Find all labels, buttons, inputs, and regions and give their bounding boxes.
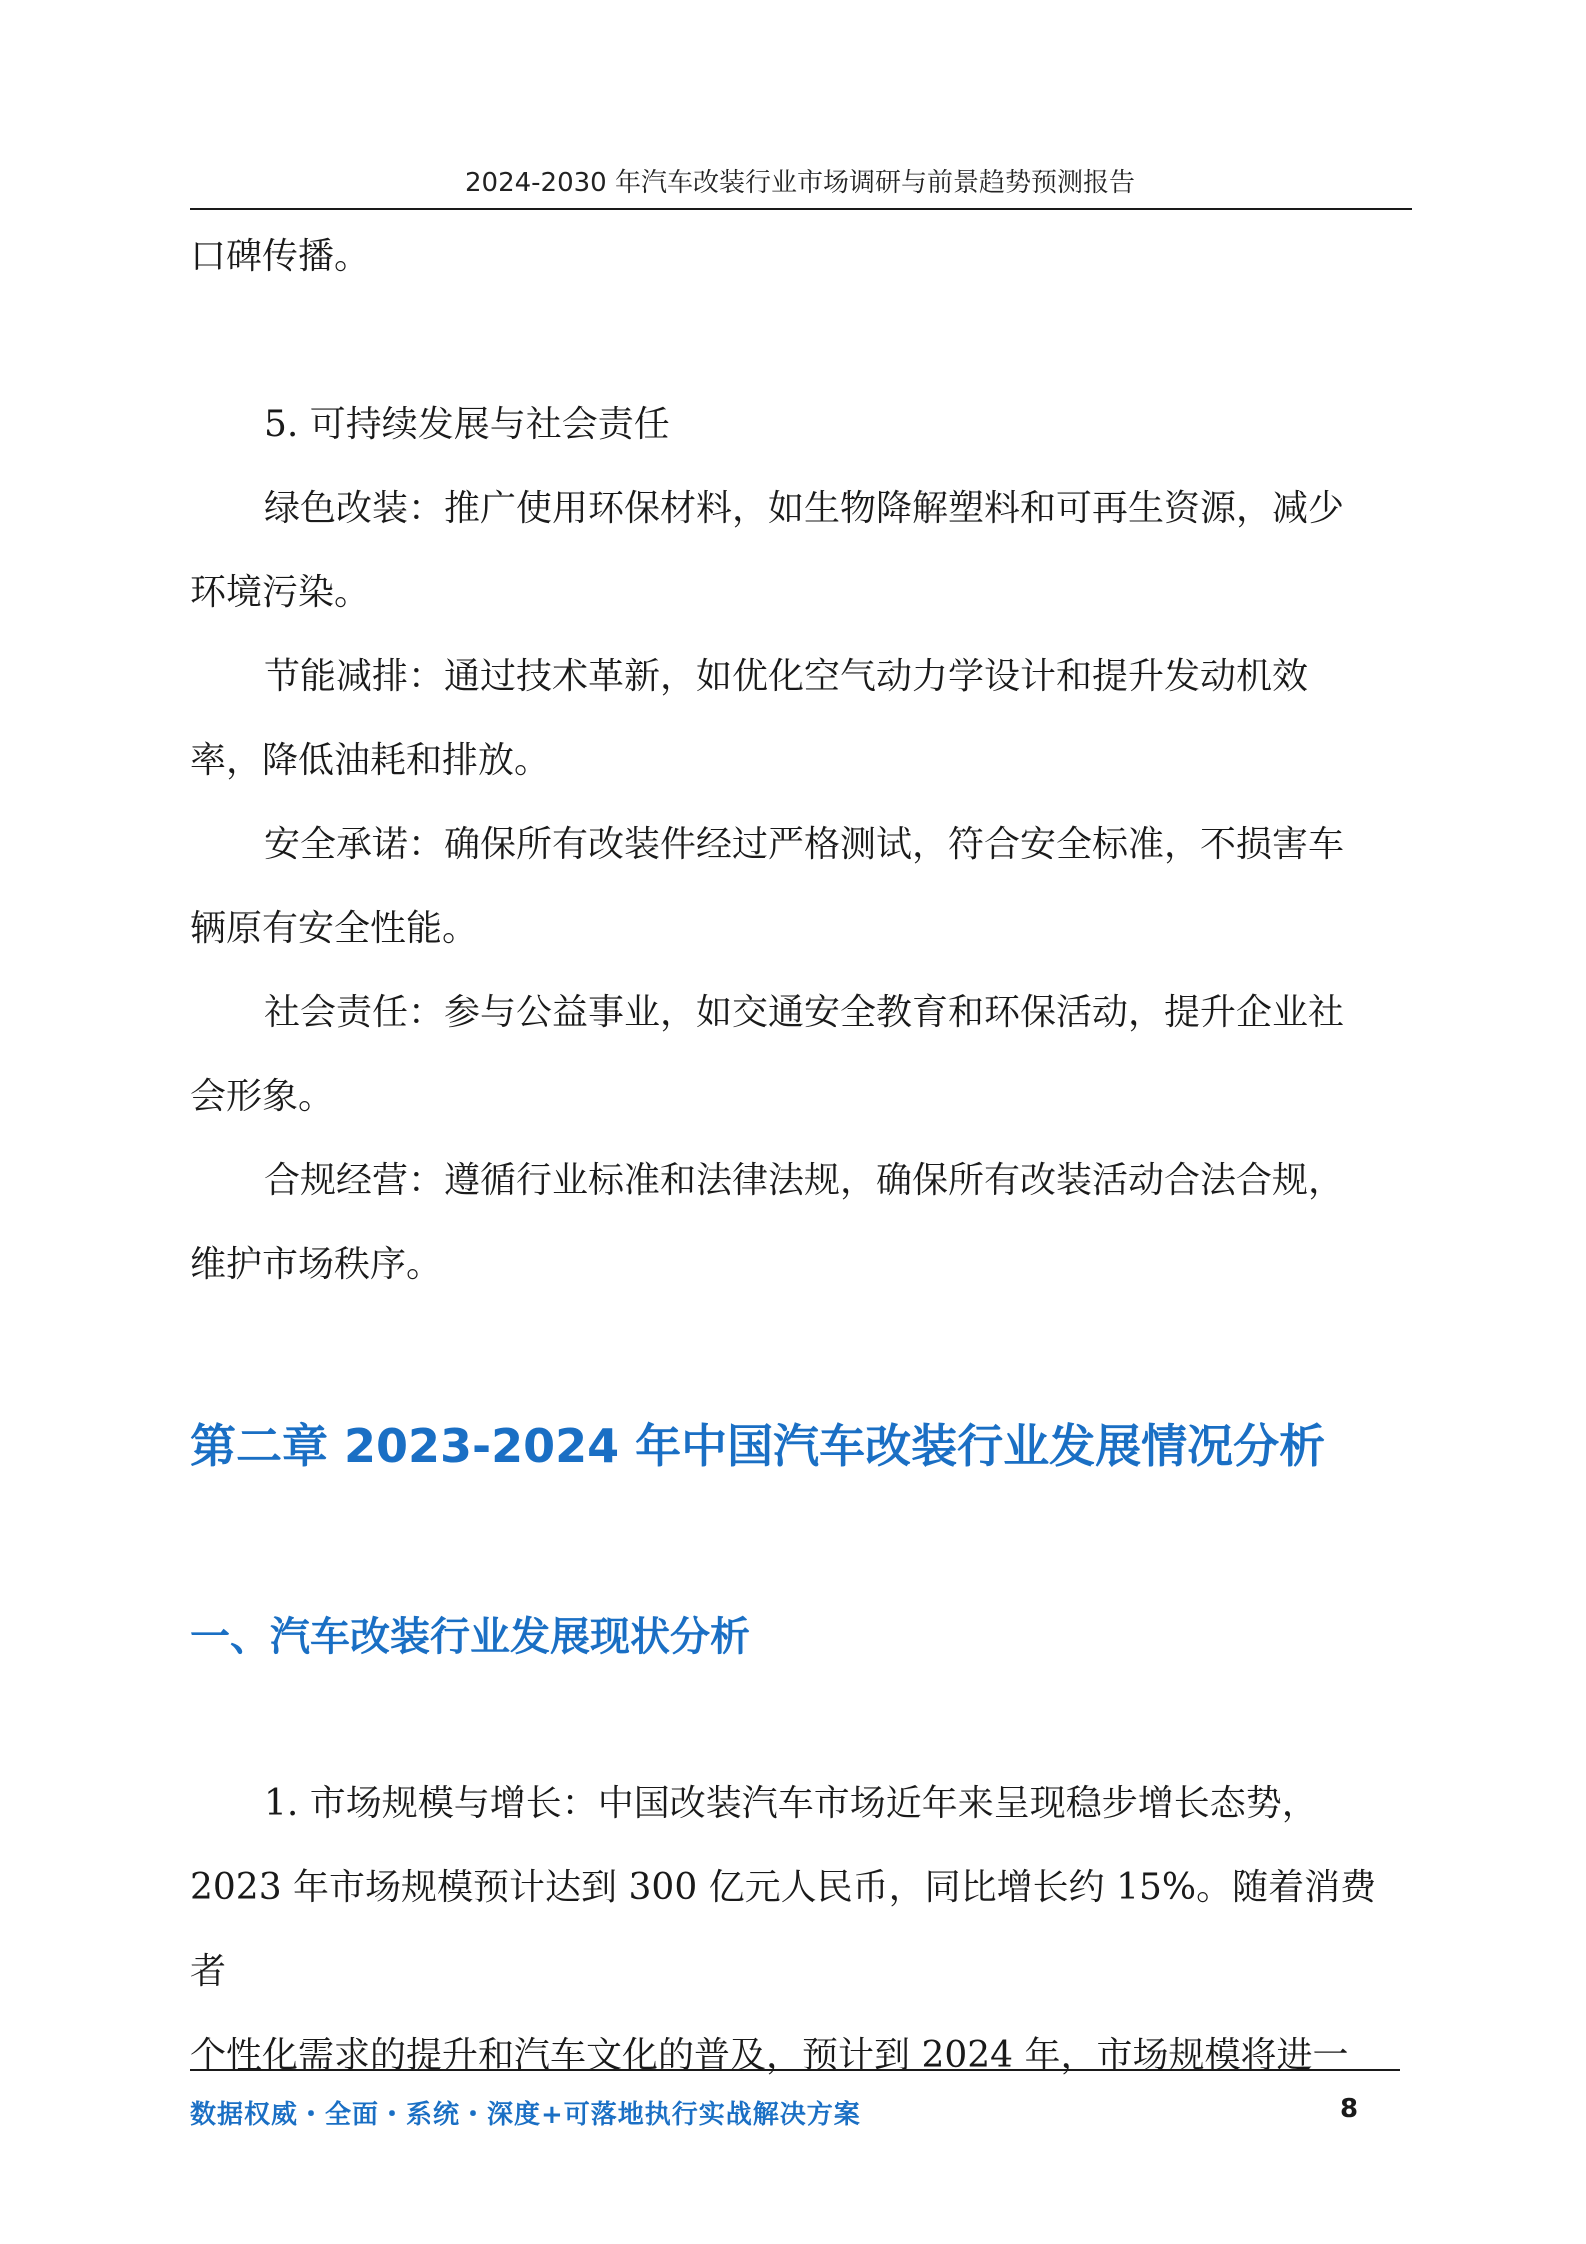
paragraph-social-line2: 会形象。	[190, 1076, 335, 1117]
footer-divider	[190, 2069, 1400, 2071]
footer-slogan: 数据权威・全面・系统・深度+可落地执行实战解决方案	[190, 2100, 861, 2130]
section5-heading: 5. 可持续发展与社会责任	[264, 404, 670, 445]
market-line1: 1. 市场规模与增长：中国改装汽车市场近年来呈现稳步增长态势，	[264, 1783, 1318, 1824]
paragraph-compliance-line1: 合规经营：遵循行业标准和法律法规，确保所有改装活动合法合规，	[264, 1160, 1345, 1201]
top-fragment: 口碑传播。	[190, 236, 371, 277]
market-block	[190, 1762, 1390, 2098]
section-title: 一、汽车改装行业发展现状分析	[190, 1614, 750, 1660]
chapter-title: 第二章 2023-2024 年中国汽车改装行业发展情况分析	[190, 1419, 1326, 1473]
section5-block	[190, 383, 1390, 1307]
paragraph-safety-line1: 安全承诺：确保所有改装件经过严格测试，符合安全标准，不损害车	[264, 824, 1345, 865]
paragraph-green-line2: 环境污染。	[190, 572, 371, 613]
report-header-title: 2024-2030 年汽车改装行业市场调研与前景趋势预测报告	[465, 168, 1135, 198]
market-line2: 2023 年市场规模预计达到 300 亿元人民币，同比增长约 15%。随着消费者	[190, 1867, 1377, 1992]
paragraph-energy-line1: 节能减排：通过技术革新，如优化空气动力学设计和提升发动机效	[264, 656, 1309, 697]
top-fragment-block	[190, 215, 1390, 299]
market-line3: 个性化需求的提升和汽车文化的普及，预计到 2024 年，市场规模将进一	[190, 2035, 1349, 2076]
page-number: 8	[1340, 2094, 1359, 2124]
paragraph-safety-line2: 辆原有安全性能。	[190, 908, 479, 949]
paragraph-social-line1: 社会责任：参与公益事业，如交通安全教育和环保活动，提升企业社	[264, 992, 1345, 1033]
header-divider	[190, 208, 1412, 210]
paragraph-compliance-line2: 维护市场秩序。	[190, 1244, 443, 1285]
paragraph-green-line1: 绿色改装：推广使用环保材料，如生物降解塑料和可再生资源，减少	[264, 488, 1345, 529]
paragraph-energy-line2: 率，降低油耗和排放。	[190, 740, 551, 781]
